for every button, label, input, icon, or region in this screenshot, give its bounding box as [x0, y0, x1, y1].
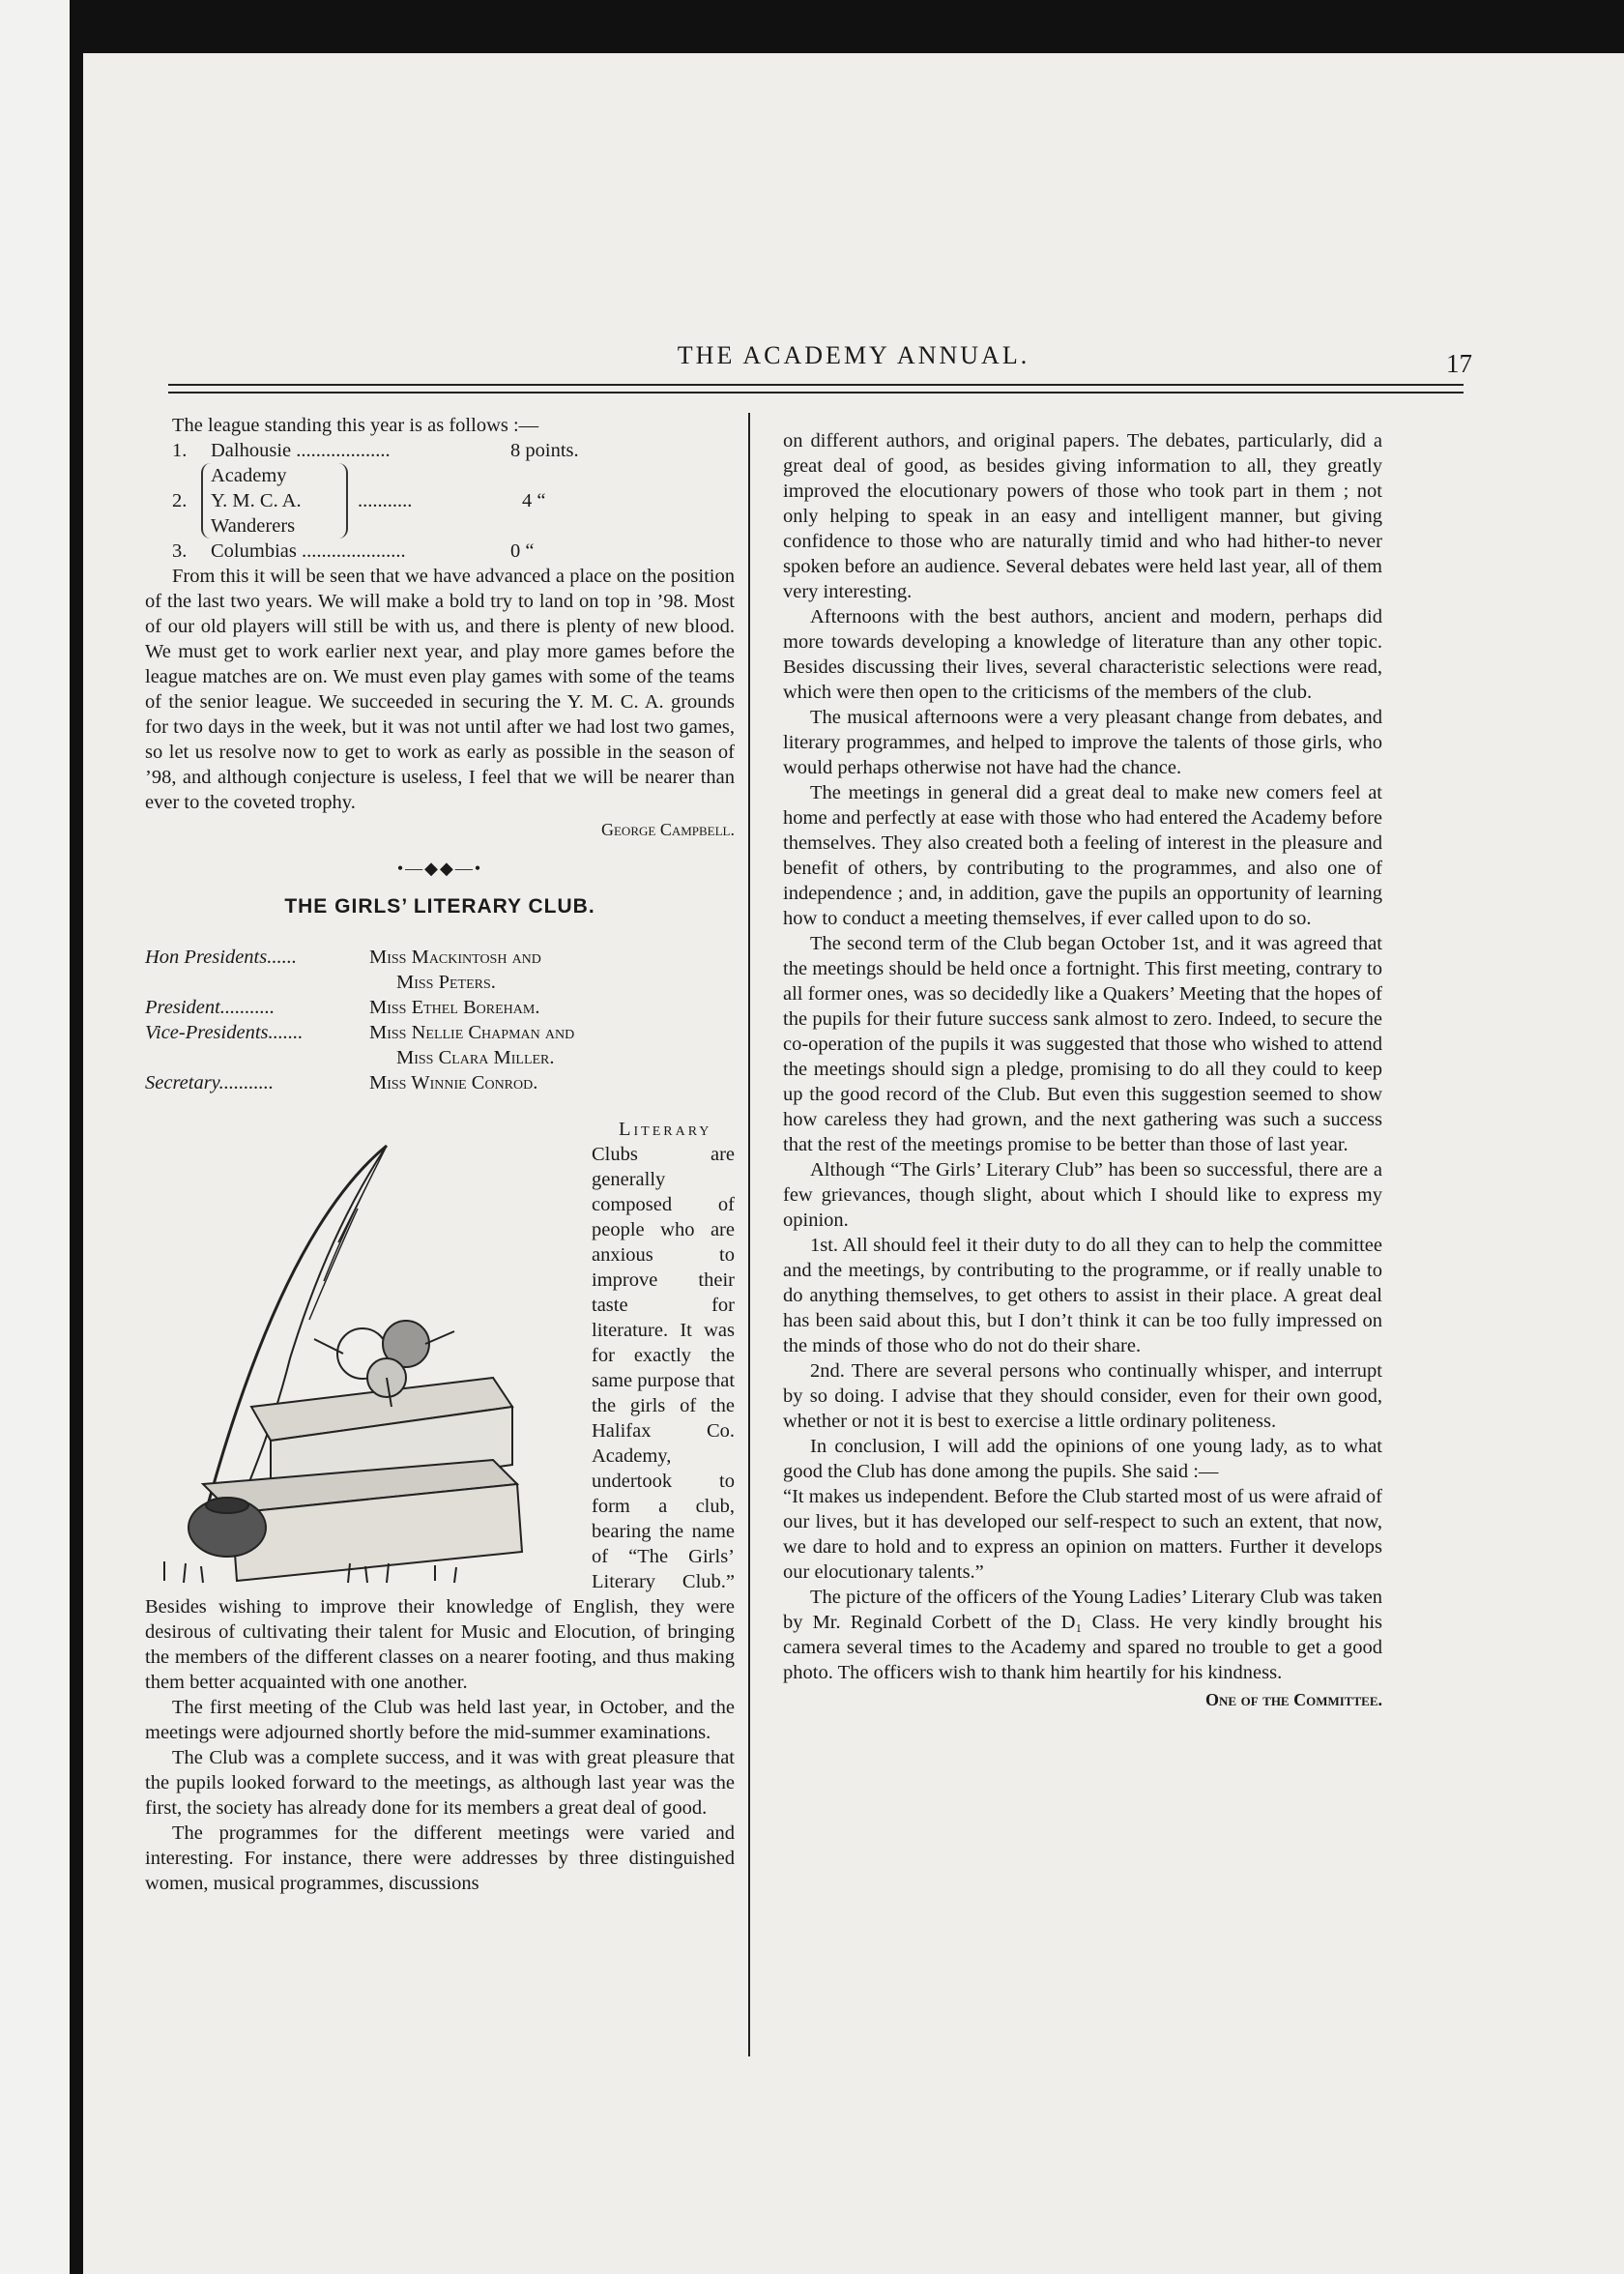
- officer-row: [145, 1070, 735, 1095]
- club-paragraph: The Club was a complete success, and it was with great pleasure that the pupils looked forward to the meetings, as although last year was the first, the society has already done for its members a great deal of good.: [145, 1747, 735, 1819]
- officer-names: [369, 945, 541, 995]
- officer-names: Miss Ethel Boreham.: [369, 997, 540, 1018]
- points: 4 “: [522, 490, 546, 511]
- standing-group: [172, 463, 735, 539]
- magazine-page: [83, 53, 1624, 2274]
- intro-with-illustration: [145, 1117, 735, 1695]
- standing-row: [172, 539, 735, 564]
- page-margin: [0, 0, 83, 2274]
- rank: 1.: [172, 440, 188, 461]
- officer-name: Miss Clara Miller.: [396, 1047, 555, 1068]
- header-rule-thin: [168, 392, 1464, 394]
- rank: 2.: [172, 490, 188, 511]
- football-signature: George Campbell.: [600, 820, 735, 839]
- standing-row: [172, 438, 735, 463]
- team-name: Academy: [211, 465, 287, 486]
- leader-dots: ...........: [358, 490, 413, 511]
- committee-signature: One of the Committee.: [1205, 1690, 1382, 1709]
- club-paragraph: The musical afternoons were a very pleasant change from debates, and literary programmes, and helped to improve the talents of those girls, who would perhaps otherwise not have had the chance.: [783, 707, 1382, 778]
- club-paragraph: Although “The Girls’ Literary Club” has been so successful, there are a few grievances, though slight, about which I should like to express my opinion.: [783, 1159, 1382, 1231]
- club-paragraph: Afternoons with the best authors, ancient and modern, perhaps did more towards developing a knowledge of literature than any other topic. Besides discussing their lives, several characteristic selections were read, which were then open to the criticisms of the members of the club.: [783, 606, 1382, 703]
- left-column: [145, 413, 735, 1896]
- lead-word: Literary: [619, 1119, 712, 1140]
- grievance-second: 2nd. There are several persons who continually whisper, and interrupt by so doing. I advise that they should consider, even for their own good, whether or not it is best to exercise a little ordinary politeness.: [783, 1360, 1382, 1432]
- points: 0 “: [510, 540, 535, 562]
- grievance-first: 1st. All should feel it their duty to do all they can to help the committee and the meetings, by contributing to the programme, or if really unable to do anything themselves, to get others to assist in their place. A great deal has been said about this, but I don’t think it can be too fully impressed on the minds of those who do not do their share.: [783, 1235, 1382, 1356]
- officer-row: [145, 1020, 735, 1070]
- lead-text: Clubs are generally composed of people who are anxious to improve their taste for literature. It was for exactly the same purpose that the girls of the Halifax Co. Academy, undertook to form a club, bearing the name of “The Girls’ Literary Club.” Besides wishing to improve their knowledge of English, they were desirous of cultivating their talent for Music and Elocution, of bringing the members of the different classes on a nearer footing, and thus making them better acquainted with one another.: [145, 1144, 736, 1693]
- standings-intro: The league standing this year is as follows :—: [172, 415, 539, 436]
- page-number: 17: [1446, 349, 1472, 378]
- column-divider: [748, 413, 750, 2056]
- officer-name: Miss Nellie Chapman and: [369, 1022, 575, 1043]
- officer-name: Miss Mackintosh and: [369, 947, 541, 968]
- club-paragraph: on different authors, and original papers. The debates, particularly, did a great deal of good, as besides giving information to all, they greatly improved the elocutionary powers of those who took part in them ; not only helping to speak in an easy and intelligent manner, but giving confidence to those who are naturally timid and who had hither-to never spoken before an audience. Several debates were held last year, all of them very interesting.: [783, 430, 1382, 602]
- officer-role: President...........: [145, 997, 276, 1018]
- club-paragraph: The second term of the Club began October 1st, and it was agreed that the meetings should be held once a fortnight. This first meeting, contrary to all former ones, was so decidedly like a Quakers’ Meeting that the hopes of the pupils for their future success sank almost to zero. Indeed, to secure the co-operation of the pupils it was suggested that those who wished to attend the meetings should sign a pledge, promising to do all they could to keep up the good record of the Club. But even this suggestion seemed to show how careless they had grown, and the next gathering was such a success that the rest of the meetings promise to be better than those of last year.: [783, 933, 1382, 1155]
- team-name: Y. M. C. A.: [211, 490, 302, 511]
- officer-name: Miss Peters.: [396, 972, 496, 993]
- rank: 3.: [172, 540, 188, 562]
- club-paragraph: The meetings in general did a great deal to make new comers feel at home and perfectly at ease with those who had entered the Academy before themselves. They also created both a feeling of interest in the pleasure and benefit of others, by contributing to the programmes, and also one of independence ; and, in addition, gave the pupils an opportunity of learning how to conduct a meeting themselves, if ever called upon to do so.: [783, 782, 1382, 929]
- tied-teams: [201, 463, 348, 539]
- points: 8 points.: [510, 440, 579, 461]
- officer-role: Hon Presidents......: [145, 947, 297, 968]
- officer-names: Miss Winnie Conrod.: [369, 1072, 538, 1093]
- running-head: THE ACADEMY ANNUAL.: [677, 341, 1030, 369]
- club-paragraph: The first meeting of the Club was held last year, in October, and the meetings were adjourned shortly before the mid-summer examinations.: [145, 1697, 735, 1743]
- officer-role: Vice-Presidents.......: [145, 1022, 304, 1043]
- member-quote: “It makes us independent. Before the Club started most of us were afraid of our lives, but it has developed our self-respect to such an extent, that now, we dare to hold and to express an opinion on matters. Further it develops our elocutionary talents.”: [783, 1486, 1382, 1583]
- officer-row: [145, 945, 735, 995]
- officers-list: [145, 945, 735, 1095]
- officer-names: [369, 1020, 574, 1070]
- club-paragraph: The programmes for the different meetings were varied and interesting. For instance, there were addresses by three distinguished women, musical programmes, discussions: [145, 1822, 735, 1894]
- quill-books-illustration: [145, 1117, 582, 1592]
- right-column: [783, 428, 1382, 1712]
- team-name: Wanderers: [211, 515, 296, 537]
- officer-role: Secretary...........: [145, 1072, 275, 1093]
- header-rule: [168, 384, 1464, 386]
- club-paragraph: In conclusion, I will add the opinions of one young lady, as to what good the Club has done among the pupils. She said :—: [783, 1436, 1382, 1482]
- section-ornament: •—◆◆—•: [396, 859, 483, 878]
- closing-paragraph: The picture of the officers of the Young Ladies’ Literary Club was taken by Mr. Reginald Corbett of the D₁ Class. He very kindly brought his camera several times to the Academy and spared no trouble to get a good photo. The officers wish to thank him heartily for his kindness.: [783, 1587, 1382, 1683]
- league-standings: [172, 438, 735, 564]
- team-name: Dalhousie ...................: [211, 440, 391, 461]
- officer-row: [145, 995, 735, 1020]
- football-paragraph: From this it will be seen that we have advanced a place on the position of the last two years. We will make a bold try to land on top in ’98. Most of our old players will still be with us, and there is plenty of new blood. We must get to work earlier next year, and play more games before the league matches are on. We must even play games with some of the teams of the senior league. We succeeded in securing the Y. M. C. A. grounds for two days in the week, but it was not until after we had lost two games, so let us resolve now to get to work as early as possible in the season of ’98, and although conjecture is useless, I feel that we will be nearer than ever to the coveted trophy.: [145, 566, 735, 813]
- club-title: THE GIRLS’ LITERARY CLUB.: [284, 895, 595, 918]
- team-name: Columbias .....................: [211, 540, 406, 562]
